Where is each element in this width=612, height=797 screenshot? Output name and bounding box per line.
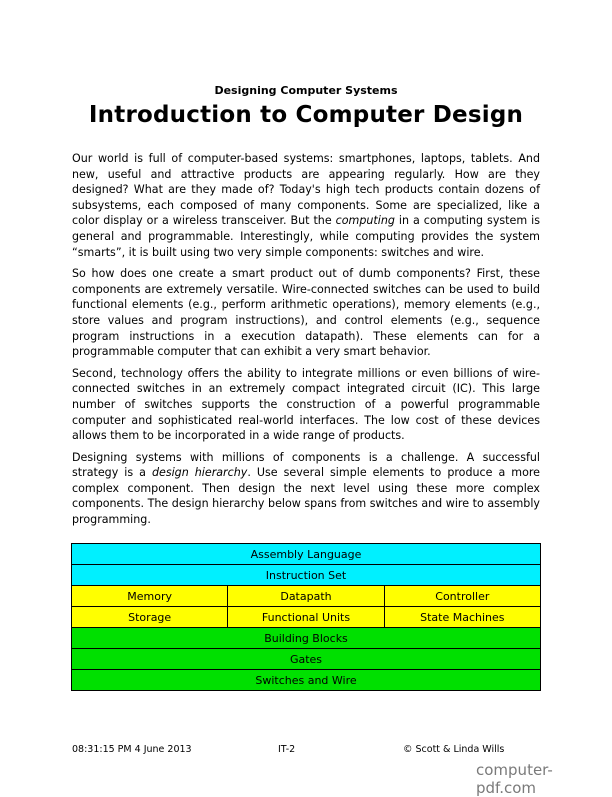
level-gates: Gates (72, 649, 541, 670)
level-switches-and-wire: Switches and Wire (72, 670, 541, 691)
level-memory: Memory (72, 586, 228, 607)
paragraph-4 (72, 450, 540, 528)
level-functional-units: Functional Units (228, 607, 384, 628)
paragraph-3: Second, technology offers the ability to integrate millions or even billions of wire-connected switches in an extremely compact integrated circuit (IC). This large number of switches supports the construction of a powerful programmable computer and sophisticated real-world interfaces. The low cost of these devices allows them to be incorporated in a wide range of products. (72, 366, 540, 443)
level-building-blocks: Building Blocks (72, 628, 541, 649)
level-assembly-language: Assembly Language (72, 544, 541, 565)
body-text (72, 151, 540, 534)
paragraph-4-text-a: Designing systems with millions of components is a challenge. A successful strategy is a (72, 450, 540, 480)
level-state-machines: State Machines (384, 607, 540, 628)
level-storage: Storage (72, 607, 228, 628)
hierarchy-row (72, 607, 541, 628)
footer-copyright: © Scott & Linda Wills (403, 744, 505, 755)
level-instruction-set: Instruction Set (72, 565, 541, 586)
hierarchy-row (72, 544, 541, 565)
paragraph-4-text-b: . Use several simple elements to produce a more complex component. Then design the next level using these more complex components. The design hierarchy below spans from switches and wire to assembly programming. (72, 466, 541, 527)
hierarchy-row (72, 649, 541, 670)
footer-page-number: IT-2 (278, 744, 296, 755)
footer-timestamp: 08:31:15 PM 4 June 2013 (72, 744, 192, 755)
hierarchy-row (72, 628, 541, 649)
paragraph-1-text-b: in a computing system is general and programmable. Interestingly, while computing provides the system “smarts”, it is built using two very simple components: switches and wire. (72, 214, 540, 259)
paragraph-2: So how does one create a smart product out of dumb components? First, these components are extremely versatile. Wire-connected switches can be used to build functional elements (e.g., perform arithmetic operations), memory elements (e.g., store values and program instructions), and control elements (e.g., sequence program instructions in a execution datapath). These elements can for a programmable computer that can exhibit a very smart behavior. (72, 267, 540, 359)
hierarchy-row (72, 586, 541, 607)
page-title: Introduction to Computer Design (88, 102, 524, 128)
paragraph-1-text-a: Our world is full of computer-based systems: smartphones, laptops, tablets. And new, useful and attractive products are appearing regularly. How are they designed? What are they made of? Today's high tech products contain dozens of subsystems, each composed of many components. Some are specialized, like a color display or a wireless transceiver. But the (72, 152, 540, 228)
design-hierarchy-table (71, 543, 541, 691)
paragraph-1 (72, 151, 540, 260)
emphasis-computing: computing (335, 214, 395, 228)
watermark-link[interactable]: computer-pdf.com (476, 761, 553, 797)
hierarchy-row (72, 670, 541, 691)
level-controller: Controller (384, 586, 540, 607)
level-datapath: Datapath (228, 586, 384, 607)
emphasis-design-hierarchy: design hierarchy (151, 466, 248, 480)
hierarchy-row (72, 565, 541, 586)
series-title: Designing Computer Systems (214, 84, 398, 97)
